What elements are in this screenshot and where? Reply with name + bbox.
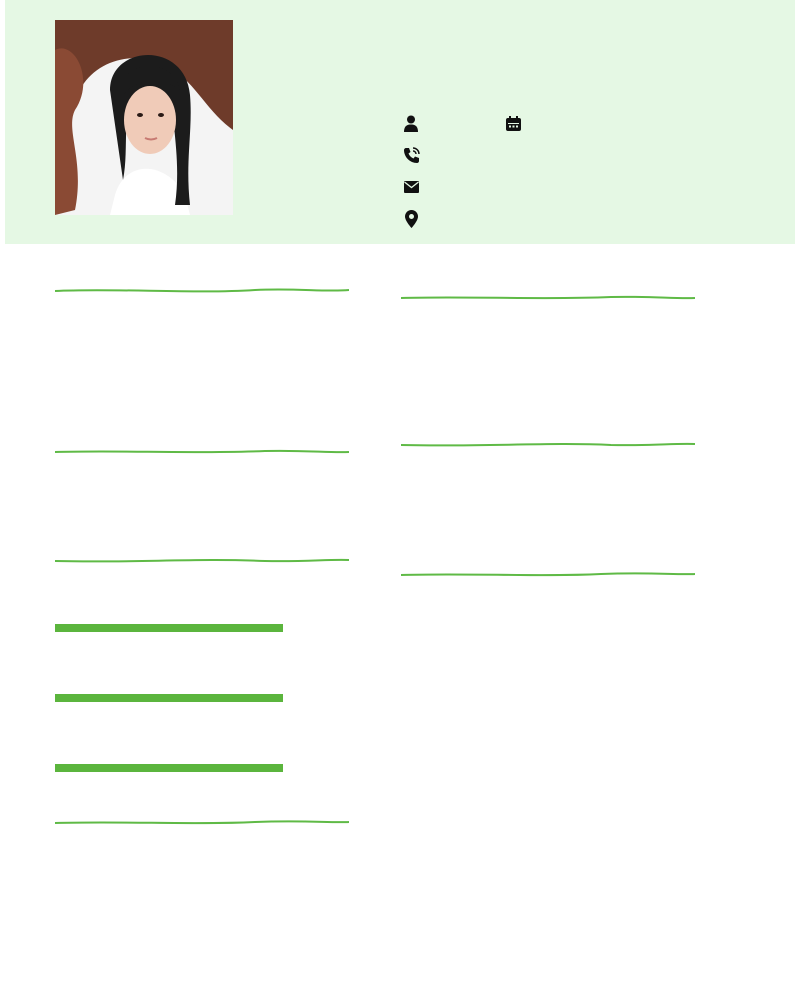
skill-bar-fill	[55, 624, 283, 632]
objective-underline	[55, 287, 349, 295]
hobbies-underline	[401, 571, 695, 579]
email-row	[401, 177, 431, 197]
envelope-icon	[401, 177, 421, 197]
experience-underline	[401, 441, 695, 449]
skill-bar	[55, 694, 283, 702]
birthdate-row	[503, 113, 533, 133]
phone-icon	[401, 145, 421, 165]
calendar-icon	[503, 113, 523, 133]
phone-row	[401, 145, 431, 165]
profile-photo	[55, 20, 233, 215]
address-row	[401, 209, 431, 229]
skill-bar	[55, 624, 283, 632]
gender-row	[401, 113, 431, 133]
cv-page	[5, 0, 795, 1003]
skill-bar-fill	[55, 694, 283, 702]
education-underline	[401, 294, 695, 302]
certificates-underline	[55, 448, 349, 456]
skill-bar	[55, 764, 283, 772]
location-pin-icon	[401, 209, 421, 229]
skill-bar-fill	[55, 764, 283, 772]
activities-underline	[55, 819, 349, 827]
user-icon	[401, 113, 421, 133]
skills-underline	[55, 557, 349, 565]
